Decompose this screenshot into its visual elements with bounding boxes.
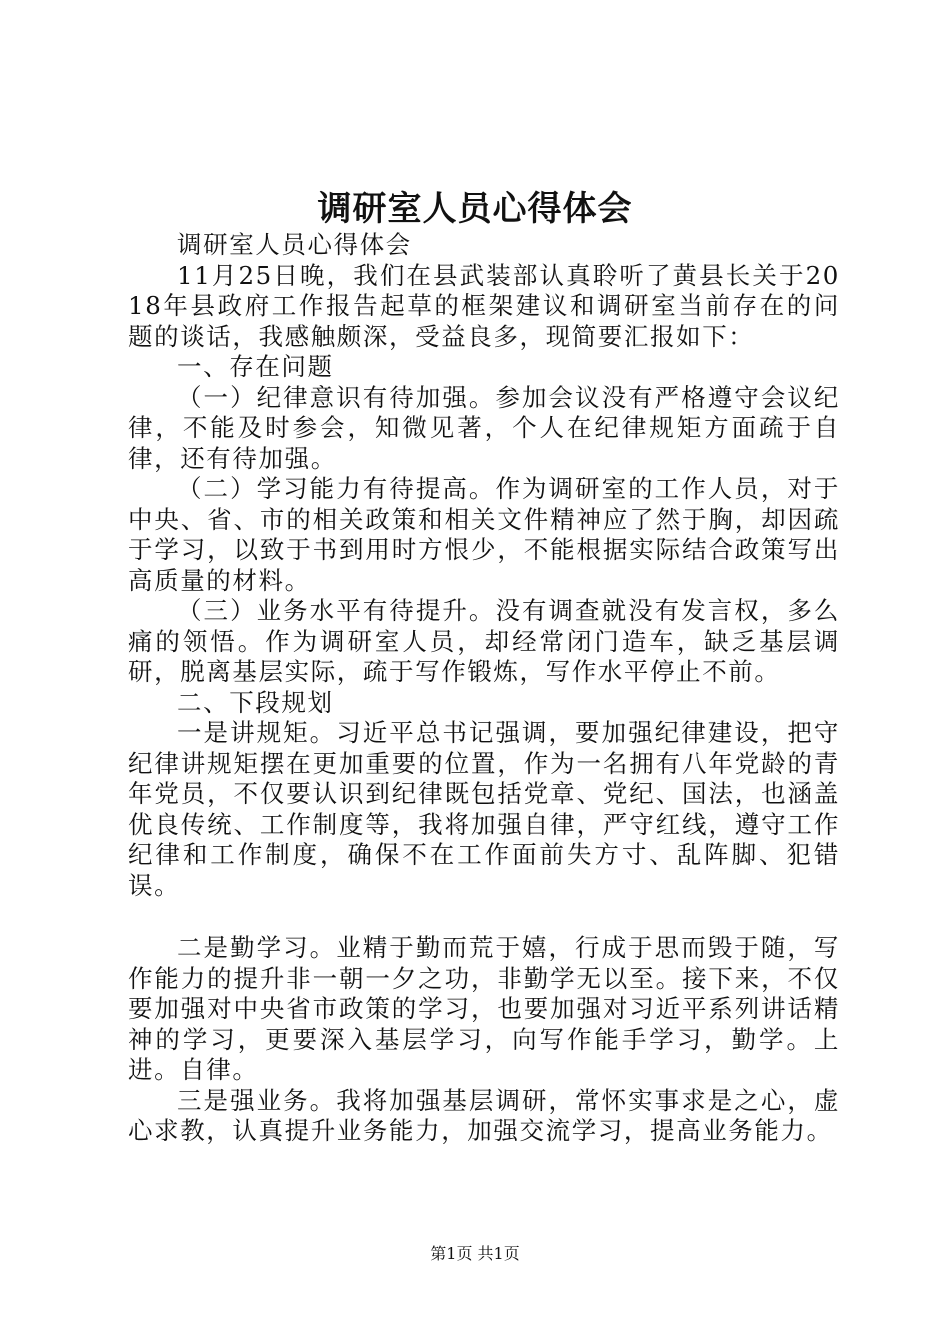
paragraph-problem-1: （一）纪律意识有待加强。参加会议没有严格遵守会议纪律，不能及时参会，知微见著，个人在纪律规矩方面疏于自律，还有待加强。 [128,382,840,473]
paragraph-subtitle: 调研室人员心得体会 [177,230,412,259]
paragraph-problem-3: （三）业务水平有待提升。没有调查就没有发言权，多么痛的领悟。作为调研室人员，却经常闭门造车，缺乏基层调研，脱离基层实际，疏于写作锻炼，写作水平停止不前。 [128,596,840,686]
heading-existing-problems: 一、存在问题 [177,352,334,381]
paragraph-plan-1: 一是讲规矩。习近平总书记强调，要加强纪律建设，把守纪律讲规矩摆在更加重要的位置，作为一名拥有八年党龄的青年党员，不仅要认识到纪律既包括党章、党纪、国法，也涵盖优良传统、工作制度等，我将加强自律，严守红线，遵守工作纪律和工作制度，确保不在工作面前失方寸、乱阵脚、犯错误。 [128,718,840,900]
document-title: 调研室人员心得体会 [317,189,633,229]
heading-next-plan: 二、下段规划 [177,687,334,717]
paragraph-intro: 11月25日晚，我们在县武装部认真聆听了黄县长关于2018年县政府工作报告起草的框架建议和调研室当前存在的问题的谈话，我感触颇深，受益良多，现简要汇报如下： [128,260,840,351]
document-body [128,230,840,1147]
paragraph-plan-2: 二是勤学习。业精于勤而荒于嬉，行成于思而毁于随，写作能力的提升非一朝一夕之功，非勤学无以至。接下来，不仅要加强对中央省市政策的学习，也要加强对习近平系列讲话精神的学习，更要深入基层学习，向写作能手学习，勤学。上进。自律。 [128,933,840,1084]
page-footer: 第1页 共1页 [430,1244,520,1263]
paragraph-problem-2: （二）学习能力有待提高。作为调研室的工作人员，对于中央、省、市的相关政策和相关文件精神应了然于胸，却因疏于学习，以致于书到用时方恨少，不能根据实际结合政策写出高质量的材料。 [128,474,840,595]
paragraph-plan-3: 三是强业务。我将加强基层调研，常怀实事求是之心，虚心求教，认真提升业务能力，加强交流学习，提高业务能力。 [128,1085,840,1145]
